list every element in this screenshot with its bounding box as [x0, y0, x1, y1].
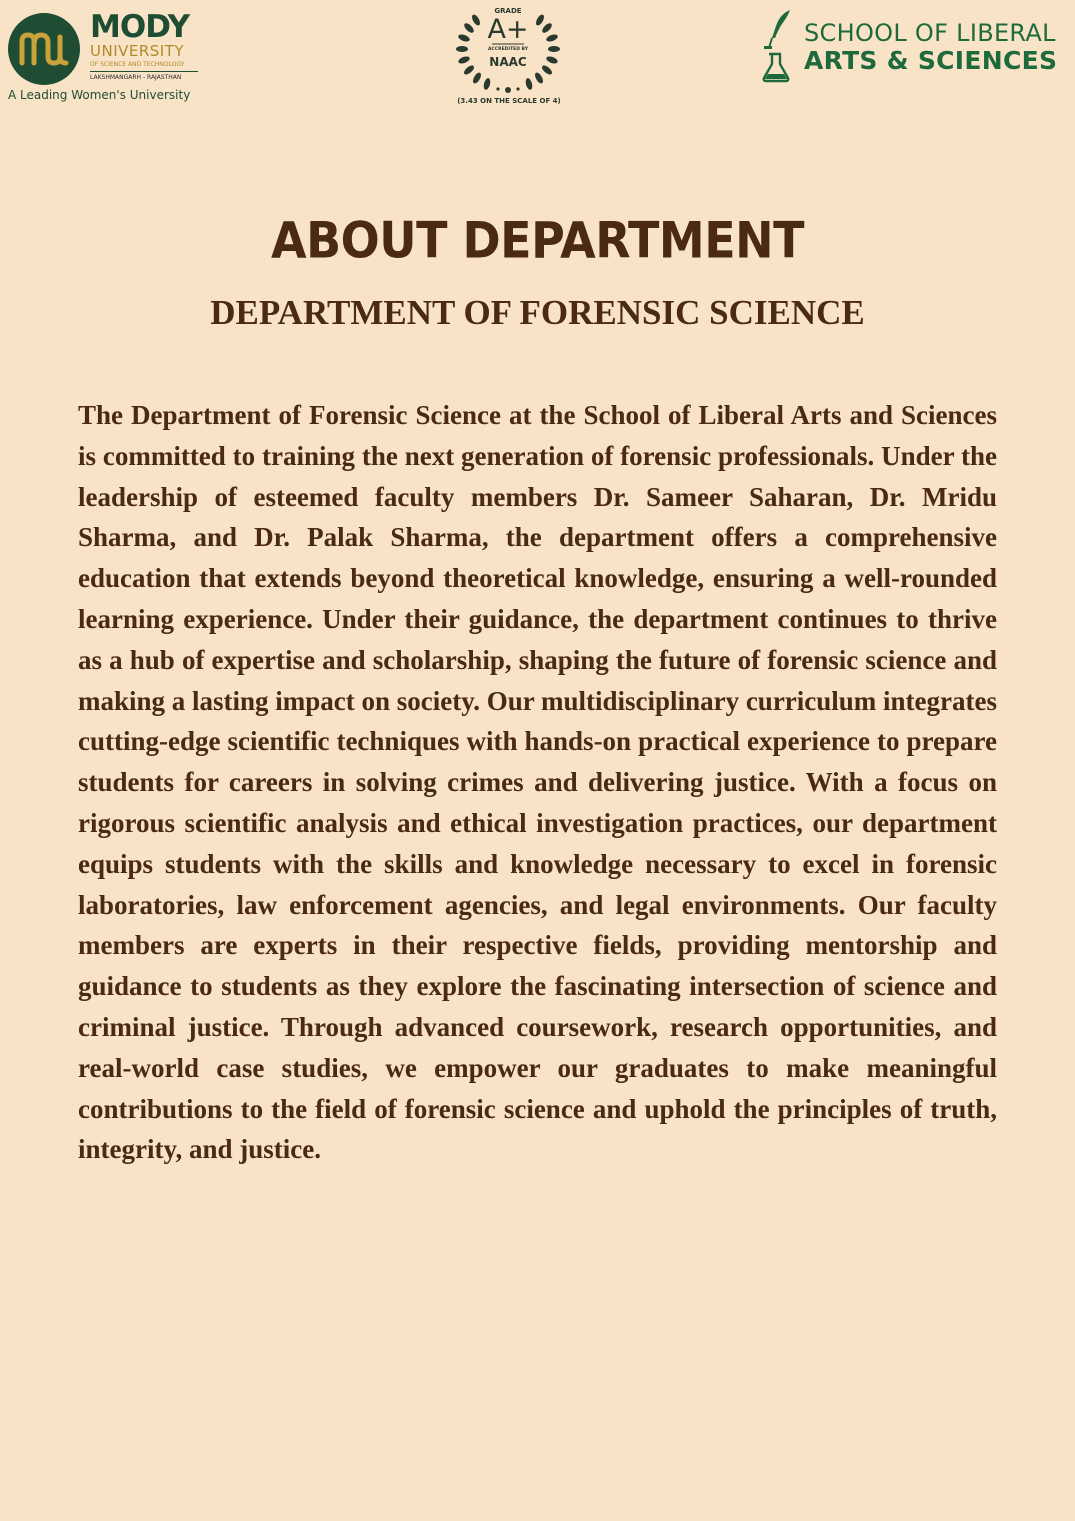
school-name-line1: SCHOOL OF LIBERAL — [804, 19, 1056, 47]
school-of-liberal-arts-logo — [760, 8, 1070, 88]
naac-grade-value: A+ — [487, 14, 529, 45]
mody-tagline: A Leading Women's University — [8, 88, 191, 102]
mody-name: MODY — [90, 9, 190, 45]
mody-university-word: UNIVERSITY — [90, 42, 185, 60]
mody-monogram-logo-icon — [8, 13, 80, 85]
mody-location: LAKSHMANGARH - RAJASTHAN — [90, 74, 182, 81]
page-title: ABOUT DEPARTMENT — [270, 210, 805, 270]
department-description: The Department of Forensic Science at the School of Liberal Arts and Sciences is committed to training the next generation of forensic professionals. Under the leadership of esteemed faculty members Dr. Sameer Saharan, Dr. Mridu Sharma, and Dr. Palak Sharma, the department offers a comprehensive education that extends beyond theoretical knowledge, ensuring a well-rounded learning experience. Under their guidance, the department continues to thrive as a hub of expertise and scholarship, shaping the future of forensic science and making a lasting impact on society. Our multidisciplinary curriculum integrates cutting-edge scientific techniques with hands-on practical experience to prepare students for careers in solving crimes and delivering justice. With a focus on rigorous scientific analysis and ethical investigation practices, our department equips students with the skills and knowledge necessary to excel in forensic laboratories, law enforcement agencies, and legal environments. Our faculty members are experts in their respective fields, providing mentorship and guidance to students as they explore the fascinating intersection of science and criminal justice. Through advanced coursework, research opportunities, and real-world case studies, we empower our graduates to make meaningful contributions to the field of forensic science and uphold the principles of truth, integrity, and justice. — [78, 400, 998, 1165]
mody-divider — [90, 71, 198, 72]
naac-scale: (3.43 ON THE SCALE OF 4) — [457, 97, 561, 105]
naac-grade-label: GRADE — [494, 7, 522, 15]
naac-name: NAAC — [489, 55, 527, 69]
mody-subtitle: OF SCIENCE AND TECHNOLOGY — [90, 61, 185, 68]
quill-and-flask-icon — [760, 8, 796, 84]
department-subtitle: DEPARTMENT OF FORENSIC SCIENCE — [210, 293, 865, 332]
mody-university-logo — [8, 10, 208, 106]
school-name-line2: ARTS & SCIENCES — [804, 46, 1058, 75]
naac-accredited-by: ACCREDITED BY — [488, 47, 528, 52]
naac-accreditation-badge — [452, 4, 566, 110]
